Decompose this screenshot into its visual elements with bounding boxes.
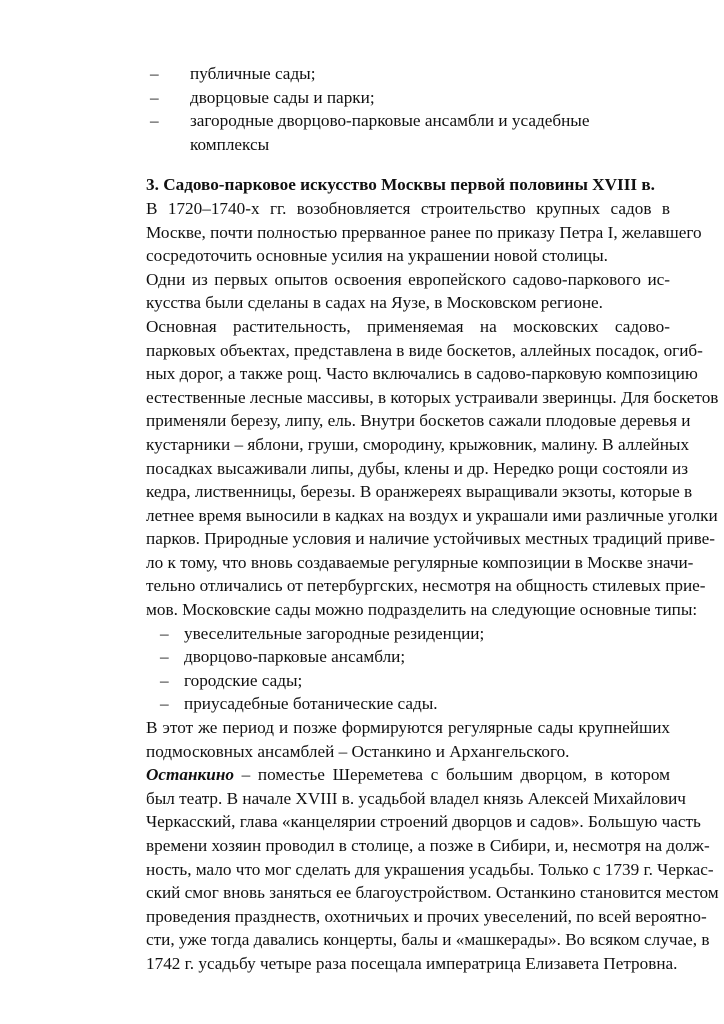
bullet-dash: – bbox=[150, 87, 159, 107]
text-line: мов. Московские сады можно подразделить на следующие основные типы: bbox=[146, 600, 698, 620]
text-line: кедра, лиственницы, березы. В оранжереях выращивали экзоты, которые в bbox=[146, 482, 693, 502]
list-item bbox=[150, 86, 670, 110]
site-types-list bbox=[102, 622, 670, 716]
text-line: Одни из первых опытов освоения европейского садово-паркового ис- bbox=[146, 269, 670, 289]
bullet-dash: – bbox=[160, 694, 169, 714]
text-line: 1742 г. усадьбу четыре раза посещала императрица Елизавета Петровна. bbox=[146, 953, 678, 973]
list-item-text: увеселительные загородные резиденции; bbox=[184, 623, 485, 643]
list-item-text: приусадебные ботанические сады. bbox=[184, 694, 438, 714]
bullet-dash: – bbox=[160, 647, 169, 667]
list-item-text: дворцовые сады и парки; bbox=[190, 87, 375, 107]
list-item-text: публичные сады; bbox=[190, 64, 316, 83]
list-item bbox=[160, 645, 670, 669]
bullet-dash: – bbox=[150, 64, 159, 83]
text-line: естественные лесные массивы, в которых устраивали зверинцы. Для боскетов bbox=[146, 387, 719, 407]
text-line: Черкасский, глава «канцелярии строений дворцов и садов». Большую часть bbox=[146, 812, 701, 832]
list-item-text: дворцово-парковые ансамбли; bbox=[184, 647, 406, 667]
text-fragment: – поместье Шереметева с большим дворцом, в котором bbox=[233, 765, 670, 785]
text-line: летнее время выносили в кадках на воздух и украшали ими различные уголки bbox=[146, 505, 718, 525]
bullet-dash: – bbox=[160, 670, 169, 690]
text-line: сти, уже тогда давались концерты, балы и «машкерады». Во всяком случае, в bbox=[146, 930, 710, 950]
text-line: подмосковных ансамблей – Останкино и Архангельского. bbox=[146, 741, 570, 761]
list-item bbox=[160, 622, 670, 646]
list-item bbox=[160, 692, 670, 716]
list-item-text: загородные дворцово-парковые ансамбли и усадебные комплексы bbox=[190, 111, 590, 154]
text-line: ность, мало что мог сделать для украшения усадьбы. Только с 1739 г. Черкас- bbox=[146, 859, 714, 879]
text-line bbox=[102, 763, 670, 787]
text-line: парков. Природные условия и наличие устойчивых местных традиций приве- bbox=[146, 529, 715, 549]
section-heading: 3. Садово-парковое искусство Москвы первой половины XVIII в. bbox=[146, 175, 655, 195]
text-line: применяли березу, липу, ель. Внутри боскетов сажали плодовые деревья и bbox=[146, 411, 691, 431]
text-line: Основная растительность, применяемая на московских садово- bbox=[146, 316, 670, 336]
paragraph-4 bbox=[102, 716, 670, 763]
text-line: кустарники – яблони, груши, смородину, крыжовник, малину. В аллейных bbox=[146, 434, 690, 454]
text-line: кусства были сделаны в садах на Яузе, в Московском регионе. bbox=[146, 293, 603, 313]
text-line: парковых объектах, представлена в виде боскетов, аллейных посадок, огиб- bbox=[146, 340, 703, 360]
bullet-dash: – bbox=[160, 623, 169, 643]
text-line: тельно отличались от петербургских, несмотря на общность стилевых прие- bbox=[146, 576, 706, 596]
text-line: проведения празднеств, охотничьих и прочих увеселений, по всей вероятно- bbox=[146, 906, 707, 926]
top-bullet-list bbox=[102, 62, 670, 156]
document-page bbox=[102, 62, 719, 976]
ostankino-term: Останкино bbox=[146, 765, 234, 785]
list-item bbox=[150, 109, 670, 156]
list-item bbox=[160, 669, 670, 693]
paragraph-2 bbox=[102, 268, 670, 315]
paragraph-3 bbox=[102, 315, 719, 622]
paragraph-5 bbox=[102, 763, 719, 975]
paragraph-1 bbox=[102, 197, 702, 268]
text-line: посадках высаживали липы, дубы, клены и др. Нередко рощи состояли из bbox=[146, 458, 688, 478]
list-item bbox=[150, 62, 670, 86]
text-line: времени хозяин проводил в столице, а позже в Сибири, и, несмотря на долж- bbox=[146, 836, 710, 855]
text-line: был театр. В начале XVIII в. усадьбой владел князь Алексей Михайлович bbox=[146, 788, 686, 808]
text-line: ский смог вновь заняться ее благоустройством. Останкино становится местом bbox=[146, 883, 719, 903]
text-line: В 1720–1740-х гг. возобновляется строительство крупных садов в bbox=[146, 198, 670, 218]
text-line: В этот же период и позже формируются регулярные сады крупнейших bbox=[146, 718, 670, 738]
bullet-dash: – bbox=[150, 111, 159, 131]
text-line: ло к тому, что вновь создаваемые регулярные композиции в Москве значи- bbox=[146, 552, 694, 572]
text-line: сосредоточить основные усилия на украшении новой столицы. bbox=[146, 246, 608, 266]
text-line: ных дорог, а также рощ. Часто включались в садово-парковую композицию bbox=[146, 364, 698, 384]
text-line: Москве, почти полностью прерванное ранее по приказу Петра I, желавшего bbox=[146, 222, 702, 242]
list-item-text: городские сады; bbox=[184, 670, 303, 690]
